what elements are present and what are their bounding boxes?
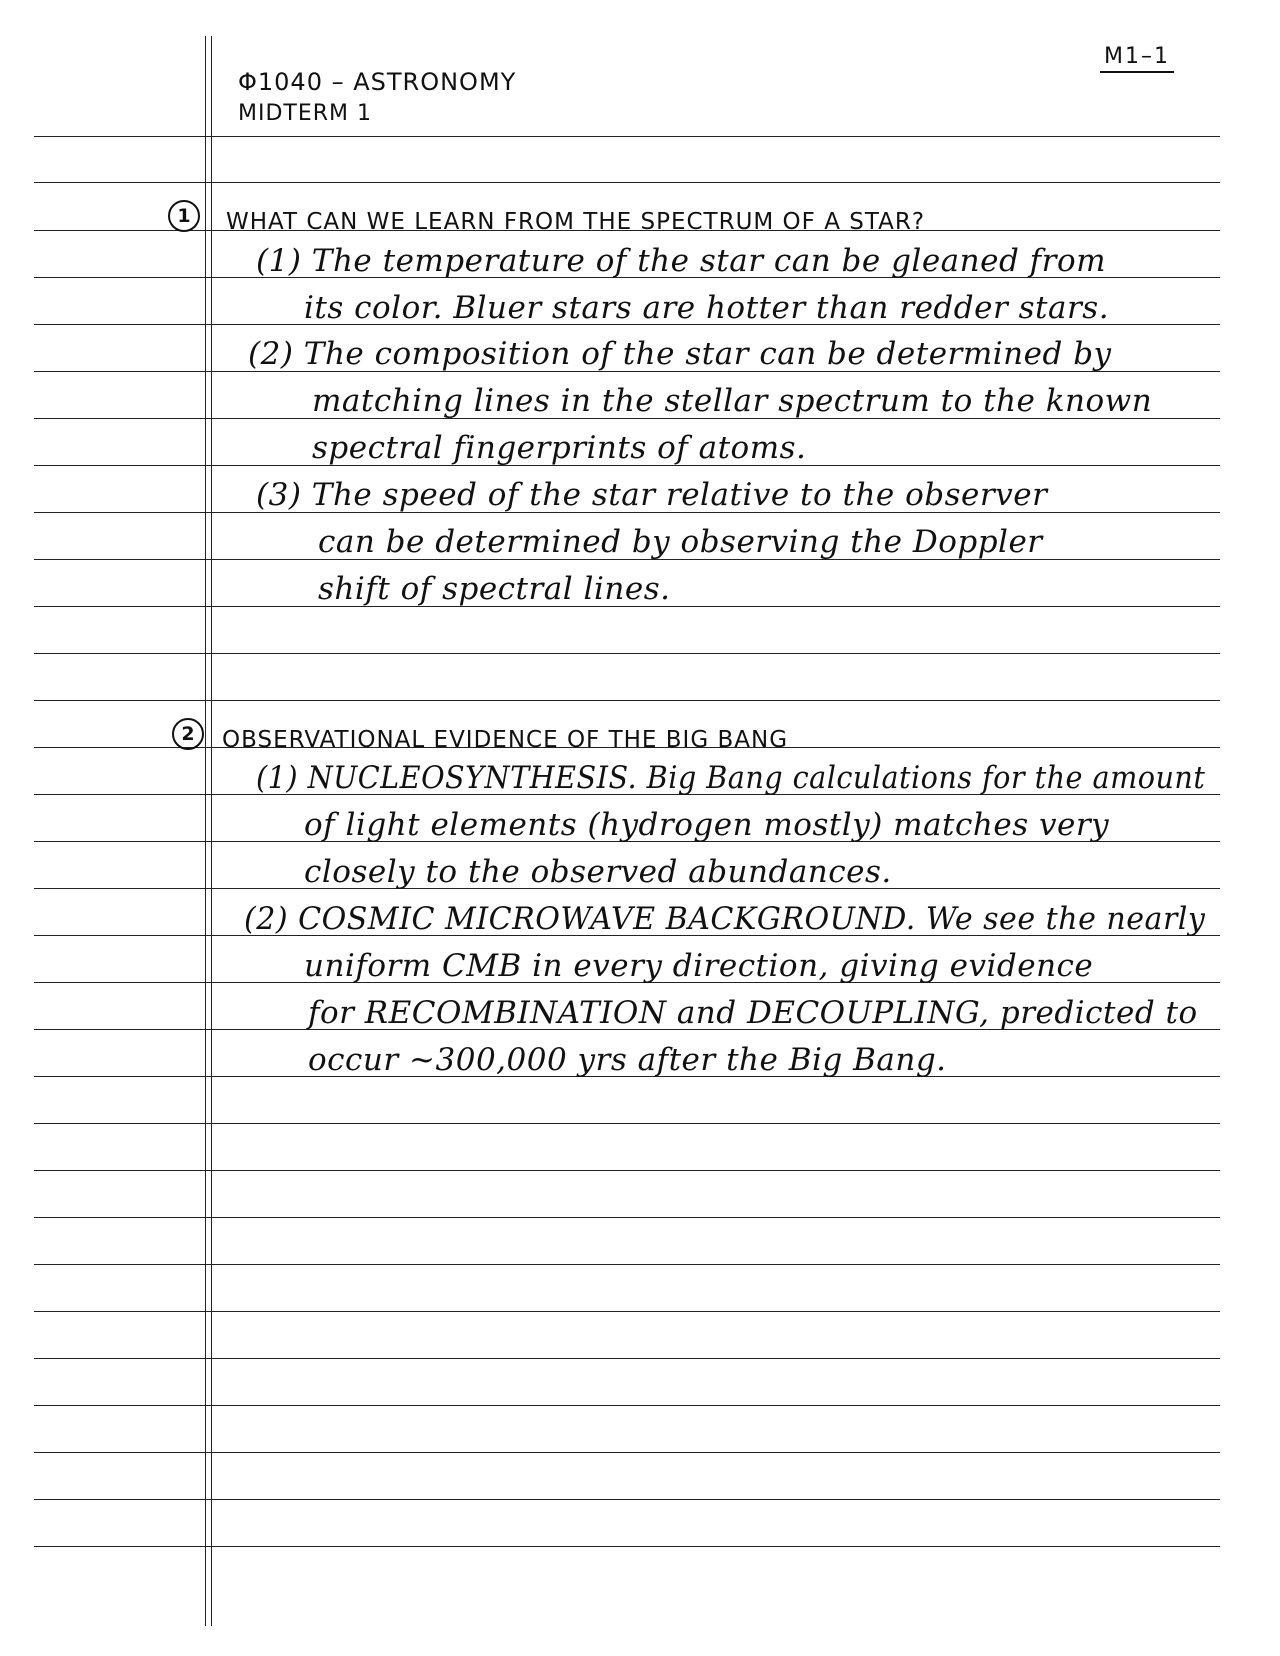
answer-line: (2) COSMIC MICROWAVE BACKGROUND. We see the nearly	[244, 901, 1206, 937]
answer-line: uniform CMB in every direction, giving evidence	[304, 948, 1094, 984]
answer-line: (3) The speed of the star relative to the observer	[256, 477, 1048, 513]
question-number: 1	[168, 200, 200, 232]
page-number: M1–1	[1100, 44, 1174, 73]
answer-line: shift of spectral lines.	[318, 571, 671, 607]
answer-line: occur ~300,000 yrs after the Big Bang.	[308, 1042, 947, 1078]
answer-line: (1) NUCLEOSYNTHESIS. Big Bang calculations for the amount	[256, 760, 1206, 796]
question-title: OBSERVATIONAL EVIDENCE OF THE BIG BANG	[222, 727, 789, 753]
question-number: 2	[172, 718, 204, 750]
answer-line: can be determined by observing the Doppler	[318, 524, 1043, 560]
answer-line: (1) The temperature of the star can be gleaned from	[256, 243, 1107, 279]
answer-line: spectral fingerprints of atoms.	[312, 430, 807, 466]
margin-line	[205, 36, 206, 1626]
answer-line: for RECOMBINATION and DECOUPLING, predicted to	[308, 995, 1198, 1031]
answer-line: of light elements (hydrogen mostly) matches very	[304, 807, 1110, 843]
answer-line: closely to the observed abundances.	[304, 854, 892, 890]
answer-line: matching lines in the stellar spectrum to the known	[312, 383, 1153, 419]
question-title: WHAT CAN WE LEARN FROM THE SPECTRUM OF A STAR?	[226, 209, 926, 235]
exam-title: MIDTERM 1	[238, 101, 373, 126]
margin-line	[211, 36, 212, 1626]
answer-line: its color. Bluer stars are hotter than redder stars.	[304, 290, 1110, 326]
course-title: Φ1040 – ASTRONOMY	[238, 68, 517, 96]
answer-line: (2) The composition of the star can be determined by	[248, 336, 1112, 372]
